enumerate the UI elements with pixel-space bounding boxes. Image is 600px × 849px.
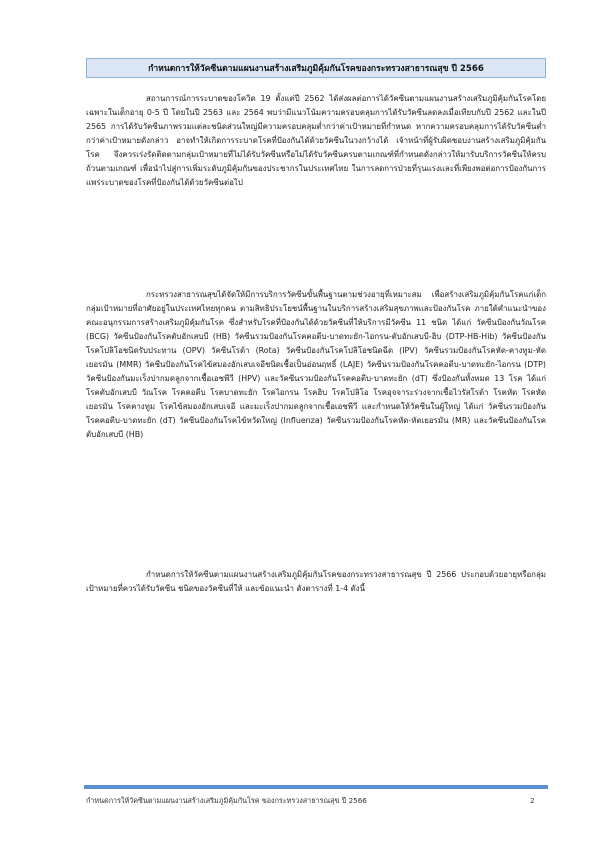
paragraph-text: กำหนดการให้วัคซีนตามแผนงานสร้างเสริมภูมิคุ้มกันโรคของกระทรวงสาธารณสุข ปี 2566 ประกอบด้วยอายุหรือกลุ่มเป้าหมายที่ควรได้รับวัคซีน ชนิดของวัคซีนที่ให้ และข้อแนะนำ ดังตารางที่ 1-4 ดังนี้ xyxy=(86,570,546,593)
footer-divider xyxy=(84,785,548,789)
page-number: 2 xyxy=(530,796,535,805)
document-title-box xyxy=(86,58,546,78)
paragraph-vaccine-services xyxy=(86,288,546,442)
paragraph-covid-impact xyxy=(86,92,546,190)
document-title: กำหนดการให้วัคซีนตามแผนงานสร้างเสริมภูมิคุ้มกันโรคของกระทรวงสาธารณสุข ปี 2566 xyxy=(148,64,484,74)
paragraph-text: สถานการณ์การระบาดของโควิด 19 ตั้งแต่ปี 2562 ได้ส่งผลต่อการได้วัคซีนตามแผนงานสร้างเสริมภูมิคุ้มกันโรคโดยเฉพาะในเด็กอายุ 0-5 ปี โดยในปี 2563 และ 2564 พบว่ามีแนวโน้มความครอบคลุมการได้รับวัคซีนลดลงเมื่อเทียบกับปี 2562 และในปี 2565 การได้รับวัคซีนภาพรวมแต่ละชนิดส่วนใหญ่มีความครอบคลุมต่ำกว่าค่าเป้าหมายที่กำหนด หากความครอบคลุมการได้รับวัคซีนต่ำกว่าค่าเป้าหมายดังกล่าว อาจทำให้เกิดการระบาดโรคที่ป้องกันได้ด้วยวัคซีนในวงกว้างได้ เจ้าหน้าที่ผู้รับผิดชอบงานสร้างเสริมภูมิคุ้มกันโรค จึงควรเร่งรัดติดตามกลุ่มเป้าหมายที่ไม่ได้รับวัคซีนหรือไม่ได้รับวัคซีนครบตามเกณฑ์ที่กำหนดดังกล่าวให้มารับบริการวัคซีนให้ครบถ้วนตามเกณฑ์ เพื่อนำไปสู่การเพิ่มระดับภูมิคุ้มกันของประชากรในประเทศไทย ในการลดการป่วยที่รุนแรงและที่เพียงพอต่อการป้องกันการแพร่ระบาดของโรคที่ป้องกันได้ด้วยวัคซีนต่อไป xyxy=(86,94,546,187)
paragraph-schedule-intro xyxy=(86,568,546,596)
paragraph-text: กระทรวงสาธารณสุขได้จัดให้มีการบริการวัคซีนขั้นพื้นฐานตามช่วงอายุที่เหมาะสม เพื่อสร้างเสริมภูมิคุ้มกันโรคแก่เด็กกลุ่มเป้าหมายที่อาศัยอยู่ในประเทศไทยทุกคน ตามสิทธิประโยชน์พื้นฐานในบริการสร้างเสริมสุขภาพและป้องกันโรค ภายใต้คำแนะนำของคณะอนุกรรมการสร้างเสริมภูมิคุ้มกันโรค ซึ่งสำหรับโรคที่ป้องกันได้ด้วยวัคซีนที่ให้บริการมีวัคซีน 11 ชนิด ได้แก่ วัคซีนป้องกันวัณโรค (BCG) วัคซีนป้องกันโรคตับอักเสบบี (HB) วัคซีนรวมป้องกันโรคคอตีบ-บาดทะยัก-ไอกรน-ตับอักเสบบี-ฮิบ (DTP-HB-Hib) วัคซีนป้องกันโรคโปลิโอชนิดรับประทาน (OPV) วัคซีนโรต้า (Rota) วัคซีนป้องกันโรคโปลิโอชนิดฉีด (IPV) วัคซีนรวมป้องกันโรคหัด-คางทูม-หัดเยอรมัน (MMR) วัคซีนป้องกันโรคไข้สมองอักเสบเจอีชนิดเชื้อเป็นอ่อนฤทธิ์ (LAJE) วัคซีนรวมป้องกันโรคคอตีบ-บาดทะยัก-ไอกรน (DTP) วัคซีนป้องกันมะเร็งปากมดลูกจากเชื้อเอชพีวี (HPV) และวัคซีนรวมป้องกันโรคคอตีบ-บาดทะยัก (dT) ซึ่งป้องกันทั้งหมด 13 โรค ได้แก่ โรคตับอักเสบบี วัณโรค โรคคอตีบ โรคบาดทะยัก โรคไอกรน โรคฮิบ โรคโปลิโอ โรคอุจจาระร่วงจากเชื้อไวรัสโรต้า โรคหัด โรคหัดเยอรมัน โรคคางทูม โรคไข้สมองอักเสบเจอี และมะเร็งปากมดลูกจากเชื้อเอชพีวี และกำหนดให้วัคซีนในผู้ใหญ่ ได้แก่ วัคซีนรวมป้องกันโรคคอตีบ-บาดทะยัก (dT) วัคซีนป้องกันโรคไข้หวัดใหญ่ (Influenza) วัคซีนรวมป้องกันโรคหัด-หัดเยอรมัน (MR) และวัคซีนป้องกันโรคตับอักเสบบี (HB) xyxy=(86,290,546,439)
footer-title: กำหนดการให้วัคซีนตามแผนงานสร้างเสริมภูมิคุ้มกันโรค ของกระทรวงสาธารณสุข ปี 2566 xyxy=(86,796,367,805)
